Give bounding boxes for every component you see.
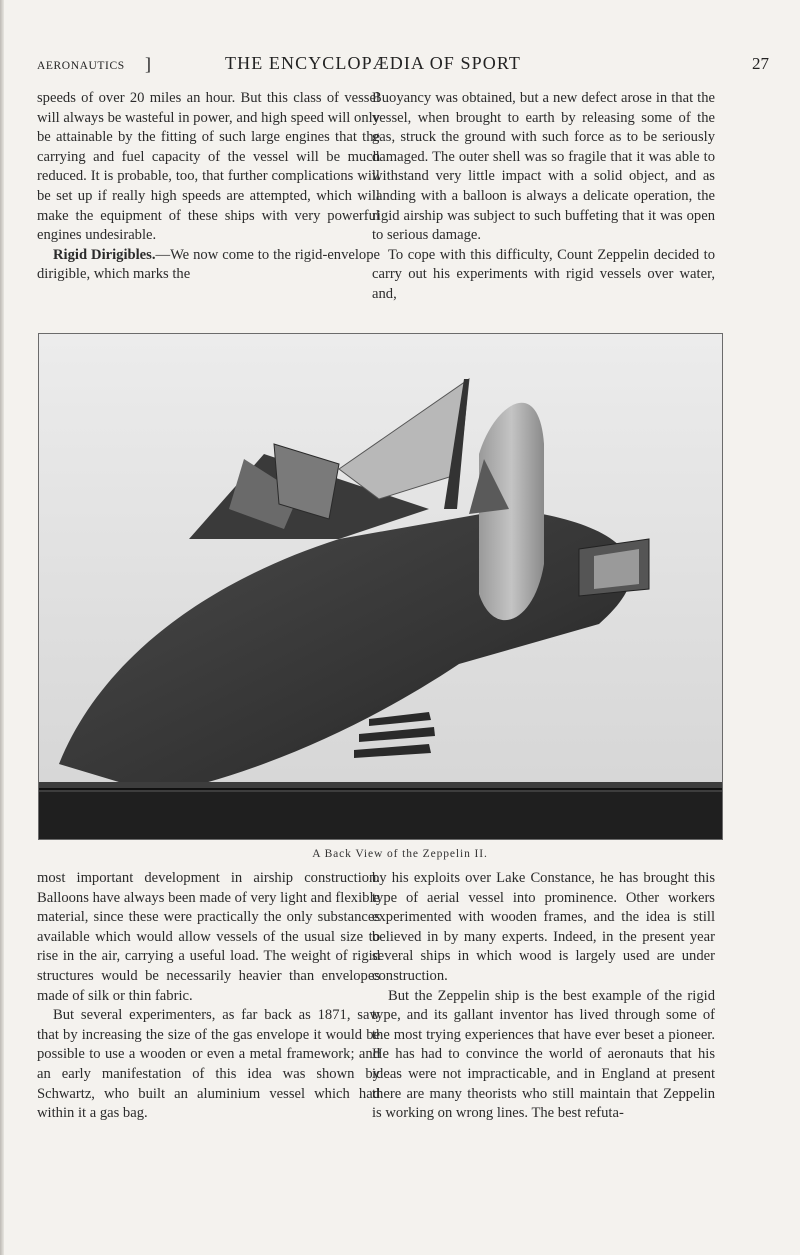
- paragraph: But the Zeppelin ship is the best example of the rigid type, and its gallant inventor has lived through some of the most trying experiences that have ever beset a pioneer. He has had to convince the world of aeronauts that his ideas were not impracticable, and in England at present there are many theorists who still maintain that Zeppelin is working on wrong lines. The best refuta-: [372, 987, 715, 1122]
- paragraph: Buoyancy was obtained, but a new defect arose in that the vessel, when brought to earth by releasing some of the gas, struck the ground with such force as to be seriously damaged. The outer shell was so fragile that it was able to withstand very little impact with a solid object, and as landing with a balloon is always a delicate operation, the rigid airship was subject to such buffeting that it was open to serious damage.: [372, 90, 715, 244]
- zeppelin-illustration: [39, 334, 722, 839]
- paragraph-rigid-dirigibles: [37, 246, 380, 285]
- zeppelin-photograph: [38, 333, 723, 840]
- book-title: THE ENCYCLOPÆDIA OF SPORT: [225, 53, 521, 73]
- section-heading-text: —We now come to the rigid-envelope dirigible, which marks the: [37, 246, 380, 283]
- paragraph: most important development in airship construction. Balloons have always been made of very light and flexible material, since these were practically the only substances available which would allow vessels of the usual size to rise in the air, carrying a useful load. The weight of rigid structures would be necessarily heavier than envelopes made of silk or thin fabric.: [37, 870, 380, 1004]
- page-binding-edge: [0, 0, 4, 1255]
- column-left-bottom: [37, 869, 380, 1124]
- paragraph: speeds of over 20 miles an hour. But this class of vessel will always be wasteful in power, and high speed will only be attainable by the fitting of such large engines that the carrying and fuel capacity of the vessel will be much reduced. It is probable, too, that further complications will be set up if really high speeds are attempted, which will make the equipment of these ships with very powerful engines undesirable.: [37, 90, 380, 244]
- paragraph: To cope with this difficulty, Count Zeppelin decided to carry out his experiments with rigid vessels over water, and,: [372, 246, 715, 302]
- running-header: [0, 50, 800, 80]
- section-heading: Rigid Dirigibles.: [53, 246, 156, 263]
- figure-caption: A Back View of the Zeppelin II.: [312, 848, 488, 860]
- paragraph: by his exploits over Lake Constance, he has brought this type of aerial vessel into prominence. Other workers experimented with wooden frames, and the idea is still believed in by many experts. Indeed, in the present year several ships in which wood is largely used are under construction.: [372, 870, 715, 984]
- section-label: AERONAUTICS: [37, 60, 125, 72]
- section-bracket: ]: [145, 54, 151, 74]
- page-number: 27: [752, 54, 769, 73]
- column-left-top: [37, 89, 380, 285]
- column-right-top: [372, 89, 715, 305]
- paragraph: But several experimenters, as far back as 1871, saw that by increasing the size of the gas envelope it would be possible to use a wooden or even a metal framework; and an early manifestation of this idea was shown by Schwartz, who built an aluminium vessel which had within it a gas bag.: [37, 1007, 380, 1122]
- column-right-bottom: [372, 869, 715, 1124]
